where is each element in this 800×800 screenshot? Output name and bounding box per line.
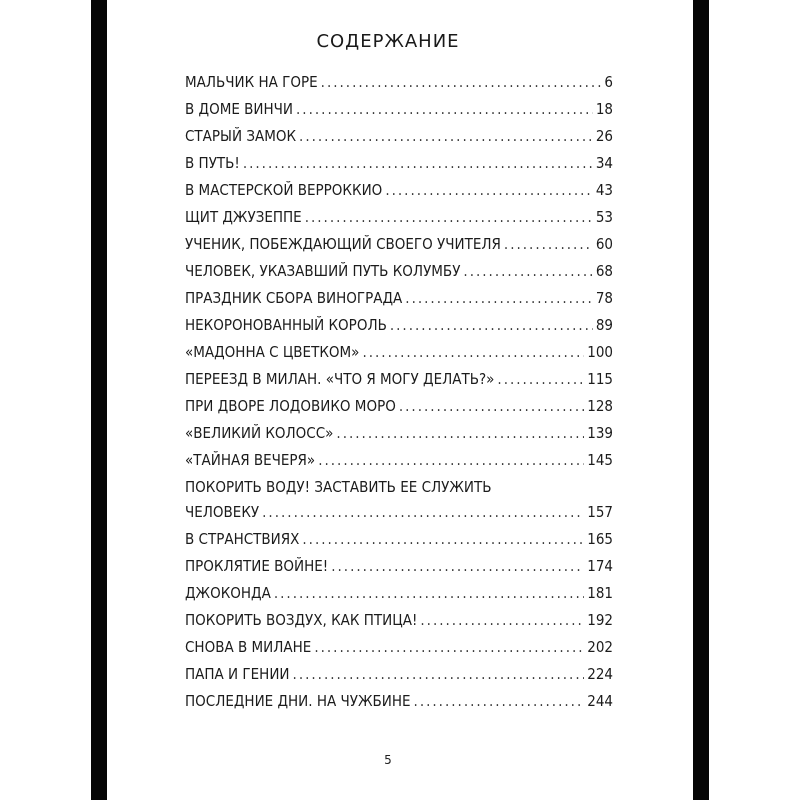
dot-leader — [314, 637, 584, 657]
dot-leader — [299, 126, 593, 146]
dot-leader — [336, 423, 584, 443]
page-number: 5 — [384, 753, 392, 767]
dot-leader — [274, 583, 584, 603]
dot-leader — [243, 153, 593, 173]
toc-entry — [185, 610, 613, 637]
toc-entry — [185, 556, 613, 583]
dot-leader — [390, 315, 593, 335]
toc-entry-page: 68 — [595, 262, 613, 280]
toc-entry-title: СНОВА В МИЛАНЕ — [185, 638, 312, 656]
toc-entry-page: 60 — [595, 235, 613, 253]
toc-entry — [185, 583, 613, 610]
toc-entry-title: ЧЕЛОВЕК, УКАЗАВШИЙ ПУТЬ КОЛУМБУ — [185, 262, 461, 280]
dot-leader — [305, 207, 593, 227]
toc-entry-title: ЩИТ ДЖУЗЕППЕ — [185, 208, 302, 226]
toc-entry-page: 115 — [587, 370, 613, 388]
toc-entry — [185, 207, 613, 234]
toc-entry-title: ПРАЗДНИК СБОРА ВИНОГРАДА — [185, 289, 403, 307]
toc-entry — [185, 288, 613, 315]
dot-leader — [302, 529, 584, 549]
toc-entry-title: ПОКОРИТЬ ВОЗДУХ, КАК ПТИЦА! — [185, 611, 418, 629]
toc-entry — [185, 126, 613, 153]
dot-leader — [497, 369, 584, 389]
toc-entry-page: 43 — [595, 181, 613, 199]
toc-entry-page: 6 — [604, 73, 613, 91]
dot-leader — [331, 556, 584, 576]
left-black-border — [91, 0, 107, 800]
toc-entry-title: НЕКОРОНОВАННЫЙ КОРОЛЬ — [185, 316, 387, 334]
toc-entry-page: 192 — [587, 611, 613, 629]
toc-entry-title: ПОСЛЕДНИЕ ДНИ. НА ЧУЖБИНЕ — [185, 692, 411, 710]
dot-leader — [405, 288, 593, 308]
dot-leader — [385, 180, 593, 200]
toc-entry — [185, 691, 613, 718]
dot-leader — [293, 664, 585, 684]
toc-entry — [185, 180, 613, 207]
dot-leader — [318, 450, 584, 470]
toc-entry-page: 202 — [587, 638, 613, 656]
toc-entry-title: ПОКОРИТЬ ВОДУ! ЗАСТАВИТЬ ЕЕ СЛУЖИТЬ — [185, 478, 492, 496]
toc-entry — [185, 396, 613, 423]
dot-leader — [463, 261, 592, 281]
toc-entry-title: ДЖОКОНДА — [185, 584, 271, 602]
toc-entry-title: СТАРЫЙ ЗАМОК — [185, 127, 297, 145]
toc-entry-title: УЧЕНИК, ПОБЕЖДАЮЩИЙ СВОЕГО УЧИТЕЛЯ — [185, 235, 501, 253]
toc-entry — [185, 153, 613, 180]
dot-leader — [399, 396, 584, 416]
dot-leader — [296, 99, 593, 119]
toc-entry-page: 139 — [587, 424, 613, 442]
toc-entry — [185, 261, 613, 288]
toc-entry-title-continued: ЧЕЛОВЕКУ — [185, 503, 260, 521]
page-title: СОДЕРЖАНИЕ — [316, 31, 460, 52]
toc-entry-page: 165 — [587, 530, 613, 548]
dot-leader — [362, 342, 584, 362]
toc-entry-page: 174 — [587, 557, 613, 575]
toc-entry — [185, 99, 613, 126]
toc-entry-page: 18 — [595, 100, 613, 118]
toc-entry-page: 26 — [595, 127, 613, 145]
toc-entry-page: 181 — [587, 584, 613, 602]
toc-entry — [185, 72, 613, 99]
right-black-border — [693, 0, 709, 800]
dot-leader — [262, 502, 584, 522]
toc-entry — [185, 664, 613, 691]
dot-leader — [504, 234, 593, 254]
toc-entry-title: ПРОКЛЯТИЕ ВОЙНЕ! — [185, 557, 329, 575]
toc-entry — [185, 423, 613, 450]
toc-entry-title: «ТАЙНАЯ ВЕЧЕРЯ» — [185, 451, 316, 469]
toc-entry-title: ПРИ ДВОРЕ ЛОДОВИКО МОРО — [185, 397, 396, 415]
toc-entry-page: 89 — [595, 316, 613, 334]
toc-entry-page: 128 — [587, 397, 613, 415]
toc-entry-title: В ПУТЬ! — [185, 154, 240, 172]
toc-entry-title: В ДОМЕ ВИНЧИ — [185, 100, 294, 118]
toc-entry-page: 100 — [587, 343, 613, 361]
toc-entry-title: ПЕРЕЕЗД В МИЛАН. «ЧТО Я МОГУ ДЕЛАТЬ?» — [185, 370, 495, 388]
toc-entry-page: 34 — [595, 154, 613, 172]
toc-entry-continuation — [185, 502, 613, 522]
toc-entry-page: 145 — [587, 451, 613, 469]
page-sheet — [107, 0, 693, 800]
dot-leader — [414, 691, 585, 711]
dot-leader — [420, 610, 584, 630]
toc-entry — [185, 369, 613, 396]
toc-entry-page: 157 — [587, 503, 613, 521]
toc-entry-title: В СТРАНСТВИЯХ — [185, 530, 300, 548]
toc-entry — [185, 477, 613, 529]
toc-entry — [185, 529, 613, 556]
toc-entry-page: 78 — [595, 289, 613, 307]
toc-entry-page: 244 — [587, 692, 613, 710]
toc-entry-title: ПАПА И ГЕНИИ — [185, 665, 290, 683]
toc-entry-page: 53 — [595, 208, 613, 226]
toc-entry-title: «МАДОННА С ЦВЕТКОМ» — [185, 343, 360, 361]
toc-entry-title: «ВЕЛИКИЙ КОЛОСС» — [185, 424, 334, 442]
toc-entry — [185, 315, 613, 342]
toc-entry — [185, 342, 613, 369]
toc-entry — [185, 450, 613, 477]
toc-entry-page: 224 — [587, 665, 613, 683]
toc-entry — [185, 637, 613, 664]
table-of-contents — [185, 72, 613, 718]
toc-entry-title: МАЛЬЧИК НА ГОРЕ — [185, 73, 318, 91]
toc-entry-title: В МАСТЕРСКОЙ ВЕРРОККИО — [185, 181, 383, 199]
toc-entry — [185, 234, 613, 261]
dot-leader — [321, 72, 602, 92]
